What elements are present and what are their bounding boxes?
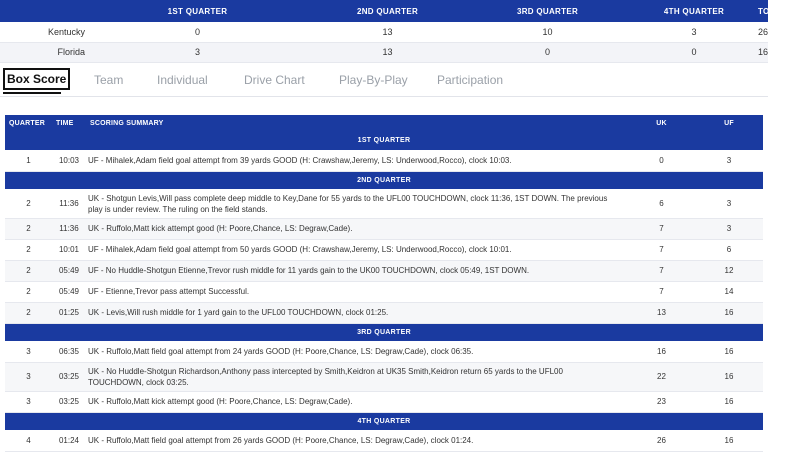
team-name: Florida	[0, 42, 85, 62]
play-description: UK - Ruffolo,Matt field goal attempt from 26 yards GOOD (H: Poore,Chance, LS: Degraw,Cade), clock 01:24.	[86, 430, 628, 451]
linescore-header-q4: 4TH QUARTER	[630, 0, 758, 22]
scoring-play-row	[5, 341, 763, 362]
play-uk-score: 6	[628, 189, 695, 218]
quarter-label: 1ST QUARTER	[5, 132, 763, 150]
play-time: 05:49	[52, 281, 86, 302]
score-q3: 0	[465, 42, 630, 62]
play-quarter: 4	[5, 430, 52, 451]
play-time: 06:35	[52, 341, 86, 362]
linescore-header-team	[0, 0, 85, 22]
quarter-label: 3RD QUARTER	[5, 323, 763, 341]
play-uk-score: 16	[628, 341, 695, 362]
play-quarter: 3	[5, 362, 52, 391]
linescore-row-florida	[0, 42, 768, 62]
play-uf-score: 3	[695, 150, 763, 171]
play-uf-score: 14	[695, 281, 763, 302]
header-time: TIME	[52, 115, 86, 132]
play-quarter: 2	[5, 218, 52, 239]
score-q4: 0	[630, 42, 758, 62]
play-description: UK - Ruffolo,Matt kick attempt good (H: Poore,Chance, LS: Degraw,Cade).	[86, 218, 628, 239]
play-time: 10:03	[52, 150, 86, 171]
play-uf-score: 16	[695, 341, 763, 362]
play-uk-score: 0	[628, 150, 695, 171]
quarter-label: 4TH QUARTER	[5, 412, 763, 430]
play-uf-score: 16	[695, 302, 763, 323]
play-uk-score: 22	[628, 362, 695, 391]
scoring-play-row	[5, 189, 763, 218]
play-uf-score: 3	[695, 218, 763, 239]
play-uk-score: 7	[628, 281, 695, 302]
header-uf: UF	[695, 115, 763, 132]
tab-individual[interactable]: Individual	[157, 73, 208, 87]
play-time: 03:25	[52, 391, 86, 412]
play-uk-score: 7	[628, 260, 695, 281]
score-q4: 3	[630, 22, 758, 42]
score-q1: 0	[85, 22, 310, 42]
scoring-play-row	[5, 362, 763, 391]
linescore-header-q2: 2ND QUARTER	[310, 0, 465, 22]
quarter-header	[5, 171, 763, 189]
score-total: 26	[758, 22, 768, 42]
header-uk: UK	[628, 115, 695, 132]
play-description: UF - Mihalek,Adam field goal attempt from 39 yards GOOD (H: Crawshaw,Jeremy, LS: Underwood,Rocco), clock 10:03.	[86, 150, 628, 171]
play-description: UF - No Huddle-Shotgun Etienne,Trevor rush middle for 11 yards gain to the UK00 TOUCHDOWN, clock 05:49, 1ST DOWN.	[86, 260, 628, 281]
scoring-play-row	[5, 302, 763, 323]
play-description: UK - No Huddle-Shotgun Richardson,Anthony pass intercepted by Smith,Keidron at UK35 Smith,Keidron return 65 yards to the UFL00 TOUCHDOWN, clock 03:25.	[86, 362, 628, 391]
play-quarter: 2	[5, 302, 52, 323]
tab-play-by-play[interactable]: Play-By-Play	[339, 73, 408, 87]
play-uf-score: 3	[695, 189, 763, 218]
linescore-row-kentucky	[0, 22, 768, 42]
team-name: Kentucky	[0, 22, 85, 42]
scoring-play-row	[5, 391, 763, 412]
score-total: 16	[758, 42, 768, 62]
stats-tab-bar	[0, 63, 768, 97]
quarter-header	[5, 412, 763, 430]
scoring-play-row	[5, 281, 763, 302]
linescore-table	[0, 0, 785, 63]
tab-participation[interactable]: Participation	[437, 73, 504, 87]
play-description: UK - Ruffolo,Matt field goal attempt from 24 yards GOOD (H: Poore,Chance, LS: Degraw,Cade), clock 06:35.	[86, 341, 628, 362]
tab-box-score[interactable]: Box Score	[3, 68, 70, 90]
play-uf-score: 12	[695, 260, 763, 281]
tab-team[interactable]: Team	[94, 73, 124, 87]
play-time: 11:36	[52, 218, 86, 239]
linescore-header-q1: 1ST QUARTER	[85, 0, 310, 22]
play-quarter: 2	[5, 239, 52, 260]
play-uk-score: 7	[628, 218, 695, 239]
header-scoring-summary: SCORING SUMMARY	[86, 115, 628, 132]
active-tab-underline	[3, 92, 61, 94]
play-quarter: 2	[5, 281, 52, 302]
play-uk-score: 26	[628, 430, 695, 451]
play-quarter: 3	[5, 391, 52, 412]
play-time: 11:36	[52, 189, 86, 218]
scoring-play-row	[5, 239, 763, 260]
play-quarter: 2	[5, 189, 52, 218]
quarter-header	[5, 323, 763, 341]
play-uk-score: 23	[628, 391, 695, 412]
play-description: UK - Ruffolo,Matt kick attempt good (H: Poore,Chance, LS: Degraw,Cade).	[86, 391, 628, 412]
play-uk-score: 13	[628, 302, 695, 323]
score-q1: 3	[85, 42, 310, 62]
score-q3: 10	[465, 22, 630, 42]
play-description: UK - Shotgun Levis,Will pass complete deep middle to Key,Dane for 55 yards to the UFL00 TOUCHDOWN, clock 11:36, 1ST DOWN. The previous play is under review. The ruling on the field stands.	[86, 189, 628, 218]
play-time: 03:25	[52, 362, 86, 391]
scoring-play-row	[5, 218, 763, 239]
linescore-header	[0, 0, 768, 22]
scoring-header	[5, 115, 763, 132]
play-quarter: 2	[5, 260, 52, 281]
tab-drive-chart[interactable]: Drive Chart	[244, 73, 305, 87]
linescore-header-q3: 3RD QUARTER	[465, 0, 630, 22]
score-q2: 13	[310, 22, 465, 42]
play-time: 01:24	[52, 430, 86, 451]
play-description: UF - Mihalek,Adam field goal attempt from 50 yards GOOD (H: Crawshaw,Jeremy, LS: Underwood,Rocco), clock 10:01.	[86, 239, 628, 260]
play-uf-score: 16	[695, 430, 763, 451]
play-uf-score: 6	[695, 239, 763, 260]
quarter-header	[5, 132, 763, 150]
play-time: 05:49	[52, 260, 86, 281]
play-time: 01:25	[52, 302, 86, 323]
play-uf-score: 16	[695, 362, 763, 391]
play-quarter: 3	[5, 341, 52, 362]
linescore-header-total: TOTAL	[758, 0, 768, 22]
score-q2: 13	[310, 42, 465, 62]
play-description: UK - Levis,Will rush middle for 1 yard gain to the UFL00 TOUCHDOWN, clock 01:25.	[86, 302, 628, 323]
header-quarter: QUARTER	[5, 115, 52, 132]
play-quarter: 1	[5, 150, 52, 171]
play-uk-score: 7	[628, 239, 695, 260]
play-description: UF - Etienne,Trevor pass attempt Successful.	[86, 281, 628, 302]
play-time: 10:01	[52, 239, 86, 260]
scoring-summary-table	[5, 115, 763, 452]
scoring-play-row	[5, 150, 763, 171]
quarter-label: 2ND QUARTER	[5, 171, 763, 189]
scoring-play-row	[5, 260, 763, 281]
scoring-play-row	[5, 430, 763, 451]
play-uf-score: 16	[695, 391, 763, 412]
